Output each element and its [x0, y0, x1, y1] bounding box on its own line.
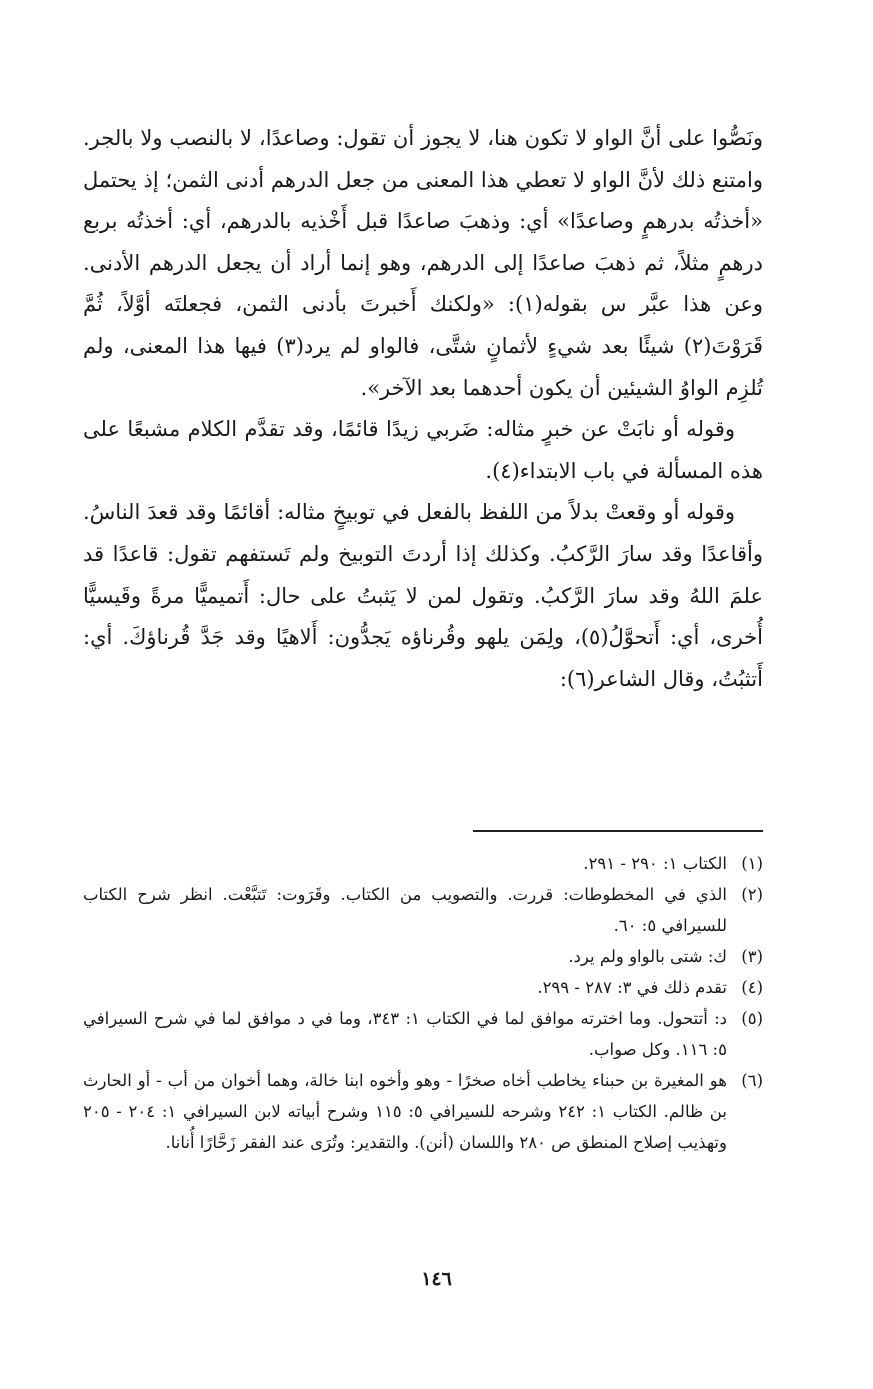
footnote-4 — [83, 972, 763, 1003]
footnote-text: د: أتتحول. وما اخترته موافق لما في الكتاب ١: ٣٤٣، وما في د موافق لما في شرح السيرافي ٥: ١١٦. وكل صواب. — [83, 1009, 727, 1059]
footnote-3 — [83, 941, 763, 972]
footnote-5 — [83, 1003, 763, 1065]
footnote-number: (٥) — [741, 1009, 763, 1028]
main-text — [83, 118, 763, 700]
footnote-number: (١) — [741, 854, 763, 873]
footnotes — [83, 848, 763, 1158]
footnote-number: (٢) — [741, 885, 763, 904]
footnote-text: تقدم ذلك في ٣: ٢٨٧ - ٢٩٩. — [537, 978, 727, 997]
footnote-2 — [83, 879, 763, 941]
paragraph-1: ونَصُّوا على أنَّ الواو لا تكون هنا، لا يجوز أن تقول: وصاعدًا، لا بالنصب ولا بالجر. وامتنع ذلك لأنَّ الواو لا تعطي هذا المعنى من جعل الدرهم أدنى الثمن؛ إذ يحتمل «أخذتُه بدرهمٍ وصاعدًا» أي: وذهبَ صاعدًا قبل أَخْذيه بالدرهم، أي: أخذتُه بربع درهمٍ مثلاً، ثم ذهبَ صاعدًا إلى الدرهم، وهو إنما أراد أن يجعل الدرهم الأدنى. وعن هذا عبَّر س بقوله(١): «ولكنك أَخبرتَ بأدنى الثمن، فجعلتَه أوَّلاً، ثُمَّ قَرَوْتَ(٢) شيئًا بعد شيءٍ لأثمانٍ شتَّى، فالواو لم يرد(٣) فيها هذا المعنى، ولم تُلزِم الواوُ الشيئين أن يكون أحدهما بعد الآخر». — [83, 126, 764, 400]
footnote-1 — [83, 848, 763, 879]
footnote-text: ك: شتى بالواو ولم يرد. — [568, 947, 727, 966]
paragraph-2: وقوله أو نابَتْ عن خبرٍ مثاله: ضَربي زيدًا قائمًا، وقد تقدَّم الكلام مشبعًا على هذه المسألة في باب الابتداء(٤). — [83, 417, 763, 483]
footnote-text: الكتاب ١: ٢٩٠ - ٢٩١. — [583, 854, 727, 873]
footnote-divider — [473, 830, 763, 832]
footnote-number: (٦) — [741, 1071, 763, 1090]
footnote-number: (٤) — [741, 978, 763, 997]
footnote-text: هو المغيرة بن حبناء يخاطب أخاه صخرًا - وهو وأخوه ابنا خالة، وهما أخوان من أب - أو الحارث بن ظالم. الكتاب ١: ٢٤٢ وشرحه للسيرافي ٥: ١١٥ وشرح أبياته لابن السيرافي ١: ٢٠٤ - ٢٠٥ وتهذيب إصلاح المنطق ص ٢٨٠ واللسان (أنن). والتقدير: وتُرَى عند الفقر زَحَّارًا أُنانا. — [83, 1071, 727, 1152]
page-number: ١٤٦ — [421, 1268, 452, 1290]
footnote-number: (٣) — [741, 947, 763, 966]
footnote-6 — [83, 1065, 763, 1158]
footnote-text: الذي في المخطوطات: قررت. والتصويب من الكتاب. وقَرَوت: تَتبَّعْت. انظر شرح الكتاب للسيرافي ٥: ٦٠. — [83, 885, 727, 935]
paragraph-3: وقوله أو وقعتْ بدلاً من اللفظ بالفعل في توبيخٍ مثاله: أقائمًا وقد قعدَ الناسُ. وأقاعدًا وقد سارَ الرَّكبُ. وكذلك إذا أردتَ التوبيخ ولم تَستفهم تقول: قاعدًا قد علمَ اللهُ وقد سارَ الرَّكبُ. وتقول لمن لا يَثبتُ على حال: أَتميميًّا مرةً وقَيسيًّا أُخرى، أي: أَتحوَّلُ(٥)، ولِمَن يلهو وقُرناؤه يَجدُّون: أَلاهيًا وقد جَدَّ قُرناؤكَ. أي: أَتثبُتُ، وقال الشاعر(٦): — [83, 500, 763, 691]
